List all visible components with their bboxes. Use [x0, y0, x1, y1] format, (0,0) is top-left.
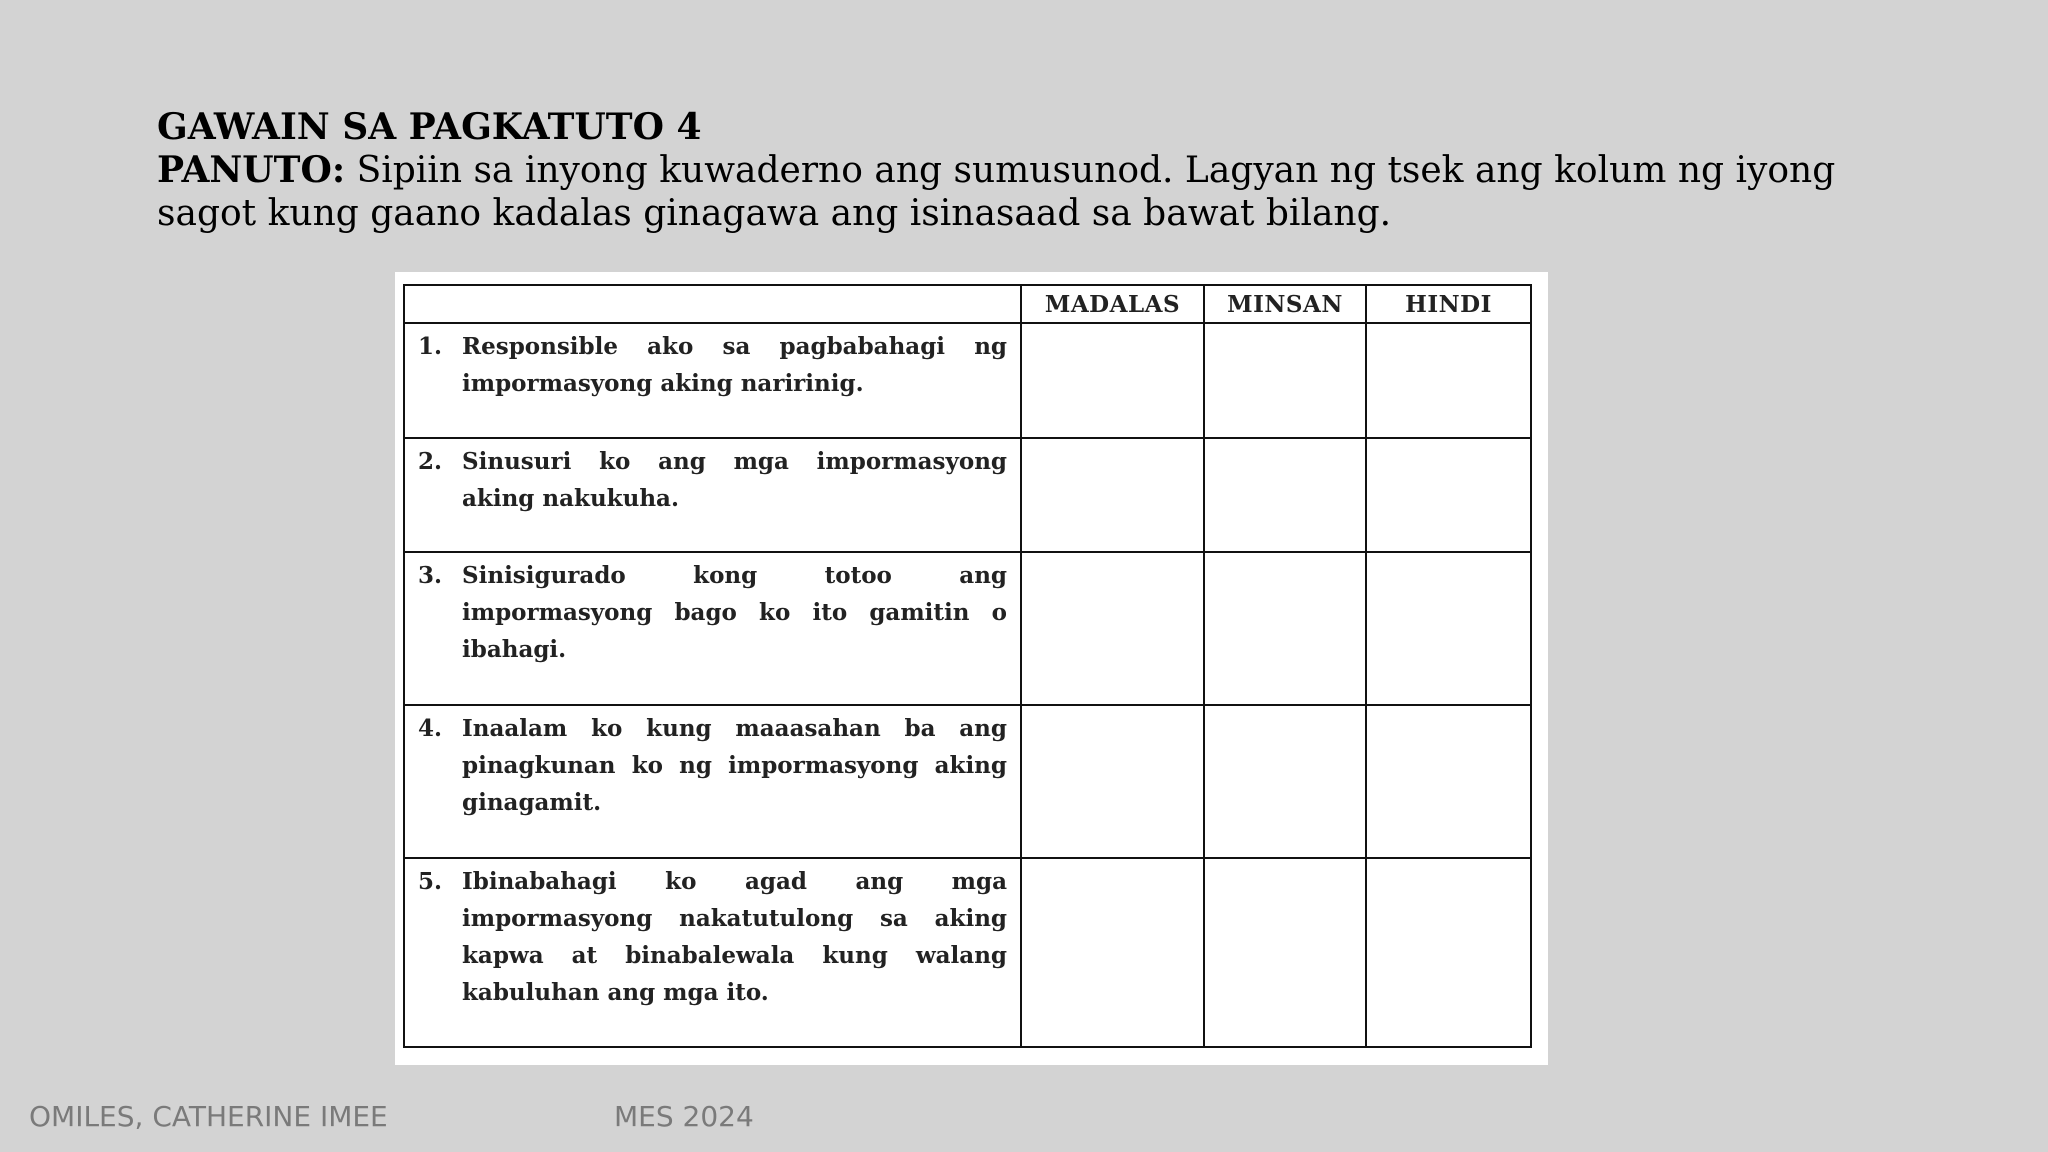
check-cell-madalas[interactable] — [1021, 552, 1204, 705]
statement-cell — [404, 323, 1021, 438]
statement-cell — [404, 705, 1021, 858]
instruction-text: Sipiin sa inyong kuwaderno ang sumusunod. Lagyan ng tsek ang kolum ng iyong sagot kung gaano kadalas ginagawa ang isinasaad sa bawat bilang. — [157, 150, 1836, 234]
check-cell-madalas[interactable] — [1021, 705, 1204, 858]
checklist-card — [395, 272, 1548, 1065]
table-header-row — [404, 285, 1531, 323]
check-cell-madalas[interactable] — [1021, 323, 1204, 438]
check-cell-madalas[interactable] — [1021, 438, 1204, 552]
instruction-label: PANUTO: — [157, 149, 346, 191]
header-hindi: HINDI — [1366, 285, 1531, 323]
check-cell-hindi[interactable] — [1366, 705, 1531, 858]
item-number: 3. — [418, 562, 443, 589]
item-number: 2. — [418, 448, 443, 475]
table-row — [404, 552, 1531, 705]
check-cell-hindi[interactable] — [1366, 552, 1531, 705]
check-cell-minsan[interactable] — [1204, 552, 1366, 705]
item-number: 1. — [418, 333, 443, 360]
statement-cell — [404, 552, 1021, 705]
header-minsan: MINSAN — [1204, 285, 1366, 323]
item-number: 5. — [418, 868, 443, 895]
item-number: 4. — [418, 715, 443, 742]
checklist-table — [403, 284, 1532, 1048]
check-cell-hindi[interactable] — [1366, 858, 1531, 1047]
item-text: Inaalam ko kung maaasahan ba ang pinagkunan ko ng impormasyong aking ginagamit. — [462, 715, 1007, 816]
check-cell-hindi[interactable] — [1366, 438, 1531, 552]
check-cell-minsan[interactable] — [1204, 858, 1366, 1047]
table-row — [404, 705, 1531, 858]
activity-heading — [157, 106, 1937, 235]
check-cell-minsan[interactable] — [1204, 323, 1366, 438]
footer-year: MES 2024 — [614, 1100, 754, 1133]
table-row — [404, 438, 1531, 552]
table-row — [404, 858, 1531, 1047]
check-cell-hindi[interactable] — [1366, 323, 1531, 438]
item-text: Ibinabahagi ko agad ang mga impormasyong nakatutulong sa aking kapwa at binabalewala kung walang kabuluhan ang mga ito. — [462, 868, 1007, 1006]
table-row — [404, 323, 1531, 438]
statement-cell — [404, 858, 1021, 1047]
check-cell-madalas[interactable] — [1021, 858, 1204, 1047]
item-text: Sinusuri ko ang mga impormasyong aking nakukuha. — [462, 448, 1007, 512]
statement-cell — [404, 438, 1021, 552]
activity-title: GAWAIN SA PAGKATUTO 4 — [157, 106, 702, 148]
header-statement — [404, 285, 1021, 323]
item-text: Sinisigurado kong totoo ang impormasyong bago ko ito gamitin o ibahagi. — [462, 562, 1007, 663]
header-madalas: MADALAS — [1021, 285, 1204, 323]
footer-author: OMILES, CATHERINE IMEE — [29, 1100, 388, 1133]
check-cell-minsan[interactable] — [1204, 438, 1366, 552]
item-text: Responsible ako sa pagbabahagi ng impormasyong aking naririnig. — [462, 333, 1007, 397]
check-cell-minsan[interactable] — [1204, 705, 1366, 858]
